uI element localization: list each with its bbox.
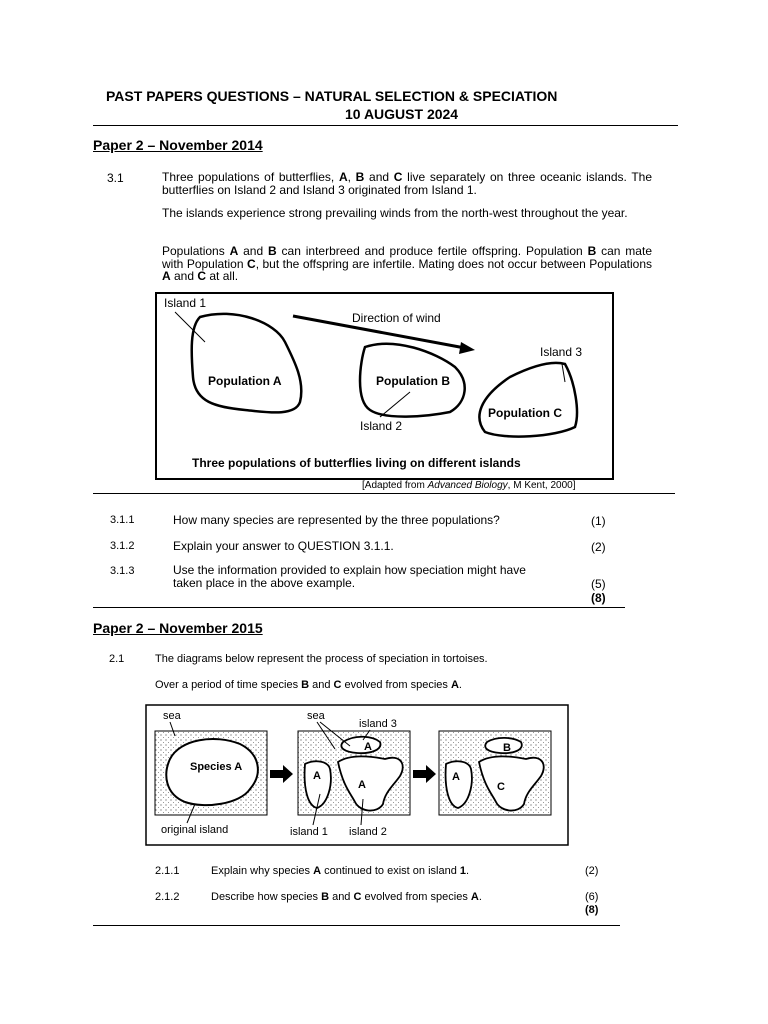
header-rule: [93, 125, 678, 126]
section1-total: (8): [591, 591, 606, 605]
section-heading-2015: Paper 2 – November 2015: [93, 620, 263, 636]
section-heading-2014: Paper 2 – November 2014: [93, 137, 263, 153]
section2-rule-bottom: [93, 925, 620, 926]
panel2-a-island3: A: [364, 741, 372, 753]
question-number-2: 2.1: [109, 653, 125, 665]
section2-intro-line2: Over a period of time species B and C evolved from species A.: [155, 679, 462, 691]
sea-label-1: sea: [163, 710, 181, 722]
sea-label-2: sea: [307, 710, 325, 722]
panel3-a-label: A: [452, 771, 460, 783]
original-island-label: original island: [161, 824, 229, 836]
wind-label: Direction of wind: [352, 311, 441, 325]
population-c-label: Population C: [488, 406, 562, 420]
section1-rule-bottom: [93, 607, 625, 608]
q313-marks: (5): [591, 577, 606, 591]
island-2-pointer: [380, 392, 410, 417]
question-paragraph-3: Populations A and B can interbreed and produce fertile offspring. Population B can mate with Population C, but the offspring are infertile. Mating does not occur between Populations A and C at all.: [162, 244, 652, 283]
population-b-label: Population B: [376, 374, 450, 388]
q312-text: Explain your answer to QUESTION 3.1.1.: [173, 539, 394, 553]
island-1-label: Island 1: [164, 296, 207, 310]
question-number: 3.1: [107, 171, 124, 185]
source-citation: [Adapted from Advanced Biology, M Kent, 2000]: [362, 480, 576, 491]
island-3-small-shape: [341, 737, 380, 753]
species-a-label: Species A: [190, 761, 243, 773]
butterfly-islands-diagram: [155, 292, 615, 482]
island-1-shape: [192, 314, 302, 413]
page-date: 10 AUGUST 2024: [345, 106, 459, 122]
q212-number: 2.1.2: [155, 891, 180, 903]
panel3-c-label: C: [497, 781, 505, 793]
question-paragraph-2: The islands experience strong prevailing winds from the north-west throughout the year.: [162, 206, 628, 220]
island-2-label: Island 2: [360, 419, 403, 433]
island-3-label-2: island 3: [359, 718, 397, 730]
diagram-caption: Three populations of butterflies living on different islands: [192, 456, 521, 470]
q212-text: Describe how species B and C evolved from species A.: [211, 891, 482, 903]
section2-total: (8): [585, 904, 599, 916]
arrow-2: [413, 765, 436, 783]
tortoise-speciation-diagram: [145, 704, 570, 847]
section1-rule-top: [93, 493, 675, 494]
island-3-pointer: [562, 364, 565, 382]
panel2-a-island1: A: [313, 770, 321, 782]
island-3-shape: [479, 363, 577, 437]
section2-intro-line1: The diagrams below represent the process of speciation in tortoises.: [155, 653, 488, 665]
q311-marks: (1): [591, 514, 606, 528]
q313-text-line1: Use the information provided to explain how speciation might have: [173, 563, 526, 577]
q212-marks: (6): [585, 891, 599, 903]
q311-text: How many species are represented by the three populations?: [173, 513, 500, 527]
panel3-b-label: B: [503, 742, 511, 754]
arrow-1: [270, 765, 293, 783]
q313-text-line2: taken place in the above example.: [173, 576, 356, 590]
wind-arrowhead: [459, 342, 475, 354]
q312-number: 3.1.2: [110, 540, 135, 552]
q211-number: 2.1.1: [155, 865, 180, 877]
q312-marks: (2): [591, 540, 606, 554]
population-a-label: Population A: [208, 374, 282, 388]
q313-number: 3.1.3: [110, 565, 135, 577]
question-paragraph-1: Three populations of butterflies, A, B and C live separately on three oceanic islands. The butterflies on Island 2 and Island 3 originated from Island 1.: [162, 170, 652, 197]
q211-text: Explain why species A continued to exist on island 1.: [211, 865, 470, 877]
page-title: PAST PAPERS QUESTIONS – NATURAL SELECTION & SPECIATION: [106, 88, 558, 104]
panel2-a-island2: A: [358, 779, 366, 791]
q311-number: 3.1.1: [110, 514, 135, 526]
island-2-label-2: island 2: [349, 826, 387, 838]
q211-marks: (2): [585, 865, 599, 877]
island-3-label: Island 3: [540, 345, 583, 359]
island-1-label-2: island 1: [290, 826, 328, 838]
